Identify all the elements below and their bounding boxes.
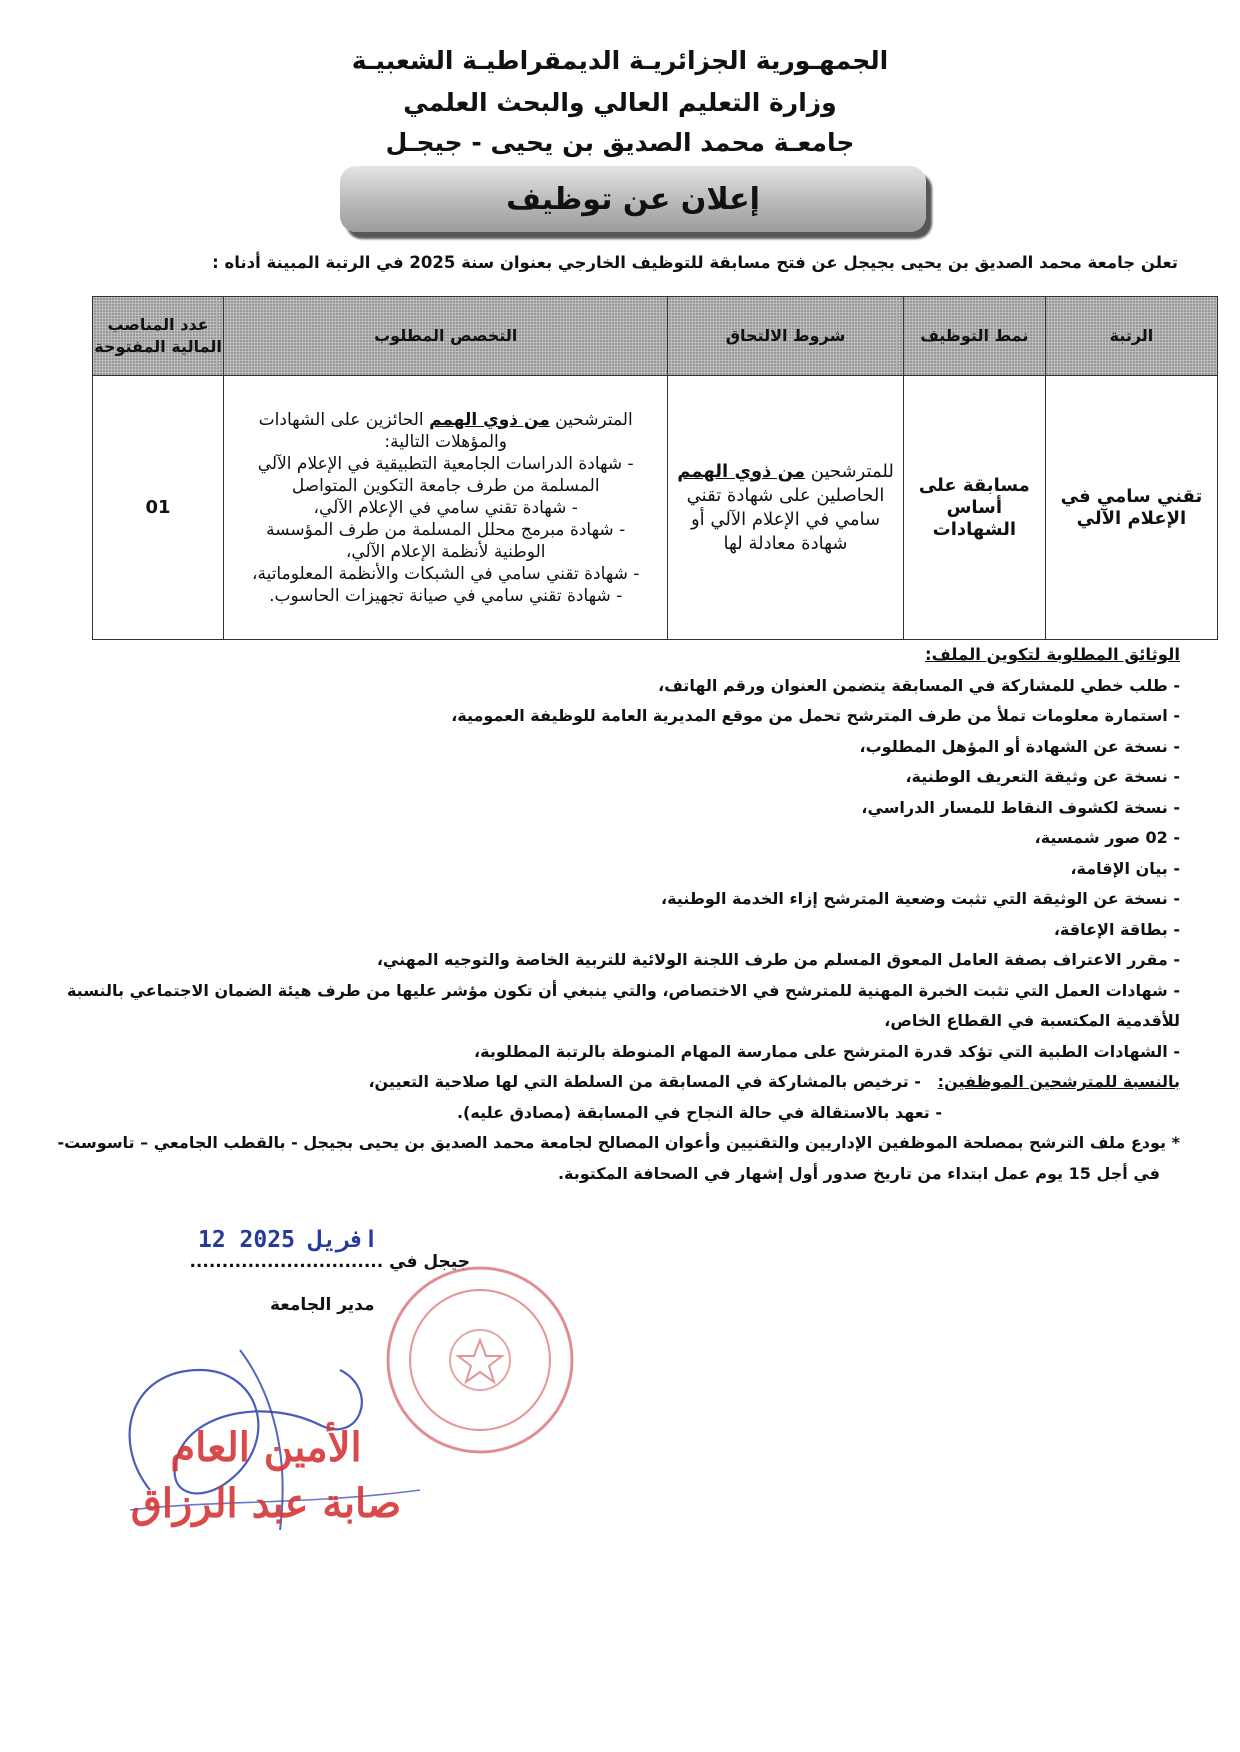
specialty-line-7: الوطنية لأنظمة الإعلام الآلي، [345,541,546,562]
header-university: جامعـة محمد الصديق بن يحيى - جيجـل [385,128,855,157]
documents-title: الوثائق المطلوبة لتكوين الملف: [925,645,1180,664]
employees-item-2-row [40,1098,1180,1129]
specialty-line-1-pre: المترشحين [555,409,633,430]
document-item: - استمارة معلومات تملأ من طرف المترشح تحمل من موقع المديرية العامة للوظيفة العمومية، [451,706,1180,725]
place-date-line: جيجل في .............................. [189,1252,470,1272]
specialty-line-8: - شهادة تقني سامي في الشبكات والأنظمة المعلوماتية، [251,563,640,584]
employees-item-1: - ترخيص بالمشاركة في المسابقة من السلطة التي لها صلاحية التعيين، [368,1072,921,1091]
employees-row [40,1067,1180,1098]
cell-mode [903,376,1045,640]
specialty-line-1 [228,409,663,431]
announcement-title-text: إعلان عن توظيف [506,181,760,217]
header-ministry: وزارة التعليم العالي والبحث العلمي [403,88,837,117]
header-rank: الرتبة [1045,297,1217,376]
rank-text: تقني سامي في الإعلام الآلي [1060,485,1203,529]
specialty-line-3: - شهادة الدراسات الجامعية التطبيقية في الإعلام الآلي [257,453,634,474]
cell-specialty [224,376,668,640]
document-item: - مقرر الاعتراف بصفة العامل المعوق المسلم من طرف اللجنة الولائية للتربية الخاصة والتوجيه المهني، [376,950,1180,969]
specialty-line-6: - شهادة مبرمج محلل المسلمة من طرف المؤسسة [266,519,626,540]
specialty-line-4: المسلمة من طرف جامعة التكوين المتواصل [291,475,600,496]
deposit-line-1: * يودع ملف الترشح بمصلحة الموظفين الإداريين والتقنيين وأعوان المصالح لجامعة محمد الصديق بن يحيى بجيجل - بالقطب الجامعي – تاسوست- [57,1133,1180,1152]
conditions-post: الحاصلين على شهادة تقني سامي في الإعلام الآلي أو شهادة معادلة لها [686,484,885,554]
cell-rank [1045,376,1217,640]
positions-count: 01 [145,496,171,518]
intro-paragraph: تعلن جامعة محمد الصديق بن يحيى بجيجل عن فتح مسابقة للتوظيف الخارجي بعنوان سنة 2025 في الرتبة المبينة أدناه : [212,253,1178,272]
document-item: - بطاقة الإعاقة، [1053,919,1180,939]
header-positions: عدد المناصب المالية المفتوحة [93,297,224,376]
specialty-line-1-underlined: من ذوي الهمم [429,409,550,430]
conditions-underlined: من ذوي الهمم [677,460,806,482]
specialty-line-9: - شهادة تقني سامي في صيانة تجهيزات الحاسوب. [269,585,623,606]
recruitment-table [92,296,1218,640]
specialty-line-5: - شهادة تقني سامي في الإعلام الآلي، [313,497,578,518]
table-header-row [93,297,1218,376]
specialty-line-2: والمؤهلات التالية: [384,431,507,452]
header-specialty: التخصص المطلوب [224,297,668,376]
document-item: - نسخة لكشوف النقاط للمسار الدراسي، [861,797,1180,817]
announcement-title [340,166,926,232]
specialty-line-1-post: الحائزين على الشهادات [258,409,424,430]
documents-section [40,640,1180,1189]
cell-positions [93,376,224,640]
header-conditions: شروط الالتحاق [668,297,903,376]
signer-line-1: الأمين العام [170,1424,362,1471]
document-item: - 02 صور شمسية، [1034,828,1180,847]
mode-text: مسابقة على أساس الشهادات [918,474,1030,540]
header-republic: الجمهـورية الجزائريـة الديمقراطيـة الشعبيـة [351,46,889,75]
employees-label: بالنسبة للمترشحين الموظفين: [937,1072,1180,1091]
document-item: - الشهادات الطبية التي تؤكد قدرة المترشح على ممارسة المهام المنوطة بالرتبة المطلوبة، [474,1041,1180,1061]
header-recruitment-mode: نمط التوظيف [903,297,1045,376]
conditions-pre: للمترشحين [810,460,894,482]
director-title: مدير الجامعة [270,1295,375,1315]
date-stamp: 12 افريل 2025 [198,1227,379,1253]
document-item: - نسخة عن الوثيقة التي تثبت وضعية المترشح إزاء الخدمة الوطنية، [660,889,1180,908]
cell-conditions [668,376,903,640]
document-item: - نسخة عن وثيقة التعريف الوطنية، [905,767,1180,786]
table-row [93,376,1218,640]
signer-line-2: صابة عبد الرزاق [130,1480,402,1527]
document-item: - شهادات العمل التي تثبت الخبرة المهنية للمترشح في الاختصاص، والتي ينبغي أن تكون مؤشر عليها من طرف هيئة الضمان الاجتماعي بالنسبة للأقدمية المكتسبة في القطاع الخاص، [66,980,1180,1030]
document-item: - نسخة عن الشهادة أو المؤهل المطلوب، [859,736,1180,756]
document-item: - بيان الإقامة، [1070,858,1180,878]
employees-item-2: - تعهد بالاستقالة في حالة النجاح في المسابقة (مصادق عليه). [456,1102,942,1122]
deposit-line-2: في أجل 15 يوم عمل ابتداء من تاريخ صدور أول إشهار في الصحافة المكتوبة. [557,1163,1160,1183]
signer-name [116,1420,416,1532]
document-item: - طلب خطي للمشاركة في المسابقة يتضمن العنوان ورقم الهاتف، [658,675,1180,695]
